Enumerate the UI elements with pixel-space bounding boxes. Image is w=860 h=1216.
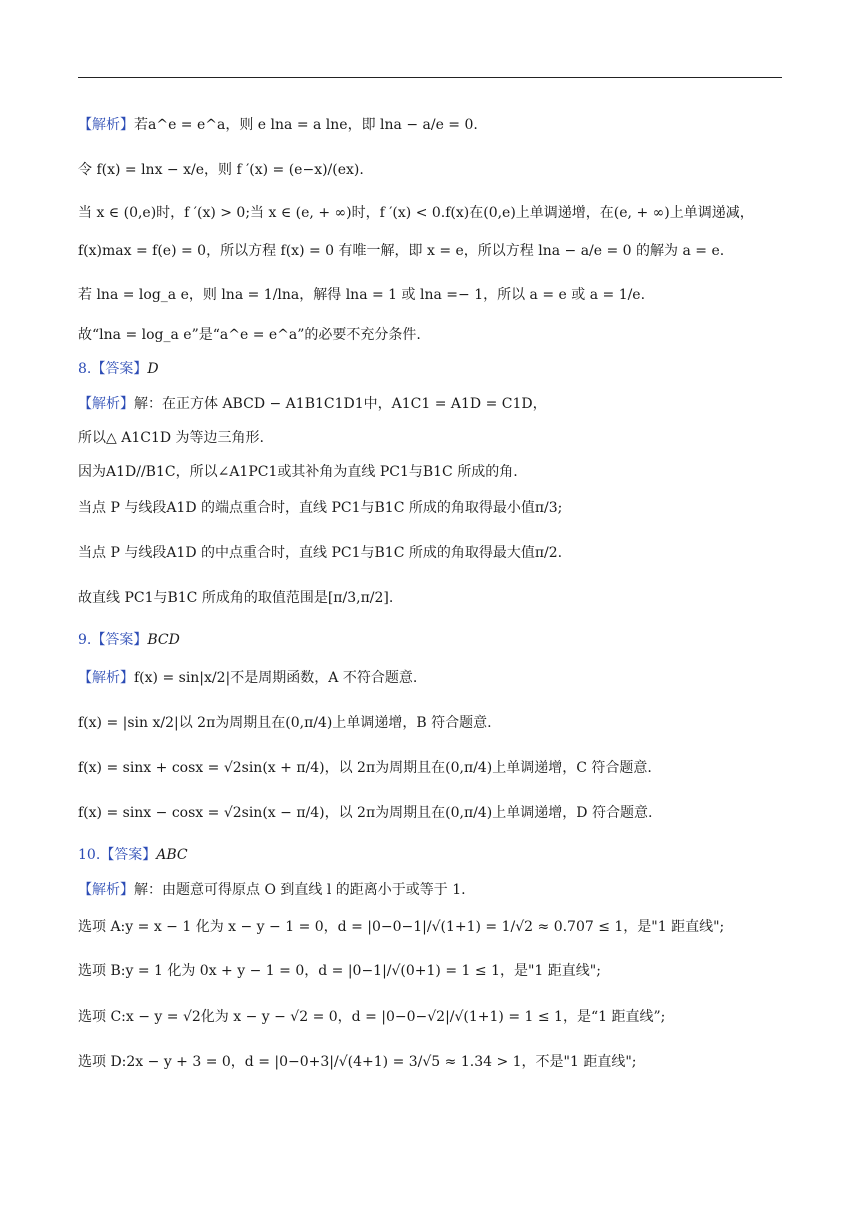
line-text: 当点 P 与线段A1D 的端点重合时，直线 PC1与B1C 所成的角取得最小值π/3; xyxy=(78,500,563,516)
line-text: 当点 P 与线段A1D 的中点重合时，直线 PC1与B1C 所成的角取得最大值π/2. xyxy=(78,545,563,561)
line-text: 选项 C:x − y = √2化为 x − y − √2 = 0，d = |0−0−√2|/√(1+1) = 1 ≤ 1，是“1 距直线”; xyxy=(78,1009,666,1025)
analysis-line xyxy=(78,394,798,414)
analysis-label: 【解析】 xyxy=(78,117,134,133)
text-line xyxy=(78,713,798,733)
line-text: 若 lna = log_a e，则 lna = 1/lna，解得 lna = 1 或 lna =− 1，所以 a = e 或 a = 1/e. xyxy=(78,287,646,303)
analysis-line xyxy=(78,668,798,688)
analysis-line xyxy=(78,880,798,900)
text-line xyxy=(78,758,798,778)
line-text: 选项 B:y = 1 化为 0x + y − 1 = 0，d = |0−1|/√(0+1) = 1 ≤ 1，是"1 距直线"; xyxy=(78,963,601,979)
line-text: 选项 D:2x − y + 3 = 0，d = |0−0+3|/√(4+1) = 3/√5 ≈ 1.34 > 1，不是"1 距直线"; xyxy=(78,1054,637,1070)
answer-value: D xyxy=(147,361,159,377)
line-text: 令 f(x) = lnx − x/e，则 f ′(x) = (e−x)/(ex). xyxy=(78,162,364,178)
answer-line xyxy=(78,359,798,379)
text-line xyxy=(78,285,798,305)
line-text: 当 x ∈ (0,e)时，f ′(x) > 0;当 x ∈ (e, + ∞)时，f ′(x) < 0.f(x)在(0,e)上单调递增，在(e, + ∞)上单调递减， xyxy=(78,205,754,221)
line-text: 若a^e = e^a，则 e lna = a lne，即 lna − a/e = 0. xyxy=(134,117,478,133)
line-text: 选项 A:y = x − 1 化为 x − y − 1 = 0，d = |0−0−1|/√(1+1) = 1/√2 ≈ 0.707 ≤ 1，是"1 距直线"; xyxy=(78,919,725,935)
analysis-line xyxy=(78,115,798,135)
analysis-label: 【解析】 xyxy=(78,882,134,898)
text-line xyxy=(78,961,798,981)
line-text: f(x) = |sin x/2|以 2π为周期且在(0,π/4)上单调递增，B 符合题意. xyxy=(78,715,492,731)
text-line xyxy=(78,241,798,261)
line-text: 故“lna = log_a e”是“a^e = e^a”的必要不充分条件. xyxy=(78,327,421,343)
line-text: 故直线 PC1与B1C 所成角的取值范围是[π/3,π/2]. xyxy=(78,590,394,606)
line-text: f(x) = sinx − cosx = √2sin(x − π/4)，以 2π为周期且在(0,π/4)上单调递增，D 符合题意. xyxy=(78,805,653,821)
analysis-label: 【解析】 xyxy=(78,670,134,686)
answer-label: 8.【答案】 xyxy=(78,361,148,377)
line-text: 解：在正方体 ABCD − A1B1C1D1中，A1C1 = A1D = C1D， xyxy=(134,396,547,412)
line-text: f(x) = sinx + cosx = √2sin(x + π/4)，以 2π为周期且在(0,π/4)上单调递增，C 符合题意. xyxy=(78,760,652,776)
line-text: f(x) = sin|x/2|不是周期函数，A 不符合题意. xyxy=(134,670,418,686)
line-text: 因为A1D//B1C，所以∠A1PC1或其补角为直线 PC1与B1C 所成的角. xyxy=(78,464,518,480)
text-line xyxy=(78,1007,798,1027)
text-line xyxy=(78,462,798,482)
text-line xyxy=(78,160,798,180)
text-line xyxy=(78,588,798,608)
text-line xyxy=(78,803,798,823)
text-line xyxy=(78,203,798,223)
text-line xyxy=(78,917,798,937)
answer-line xyxy=(78,845,798,865)
line-text: 解：由题意可得原点 O 到直线 l 的距离小于或等于 1. xyxy=(134,882,466,898)
text-line xyxy=(78,498,798,518)
answer-label: 10.【答案】 xyxy=(78,847,157,863)
text-line xyxy=(78,543,798,563)
text-line xyxy=(78,1052,798,1072)
answer-line xyxy=(78,630,798,650)
analysis-label: 【解析】 xyxy=(78,396,134,412)
answer-value: ABC xyxy=(156,847,188,863)
text-line xyxy=(78,428,798,448)
header-rule xyxy=(78,77,782,78)
text-line xyxy=(78,325,798,345)
answer-label: 9.【答案】 xyxy=(78,632,148,648)
answer-value: BCD xyxy=(147,632,180,648)
line-text: 所以△ A1C1D 为等边三角形. xyxy=(78,430,264,446)
line-text: f(x)max = f(e) = 0，所以方程 f(x) = 0 有唯一解，即 x = e，所以方程 lna − a/e = 0 的解为 a = e. xyxy=(78,243,725,259)
